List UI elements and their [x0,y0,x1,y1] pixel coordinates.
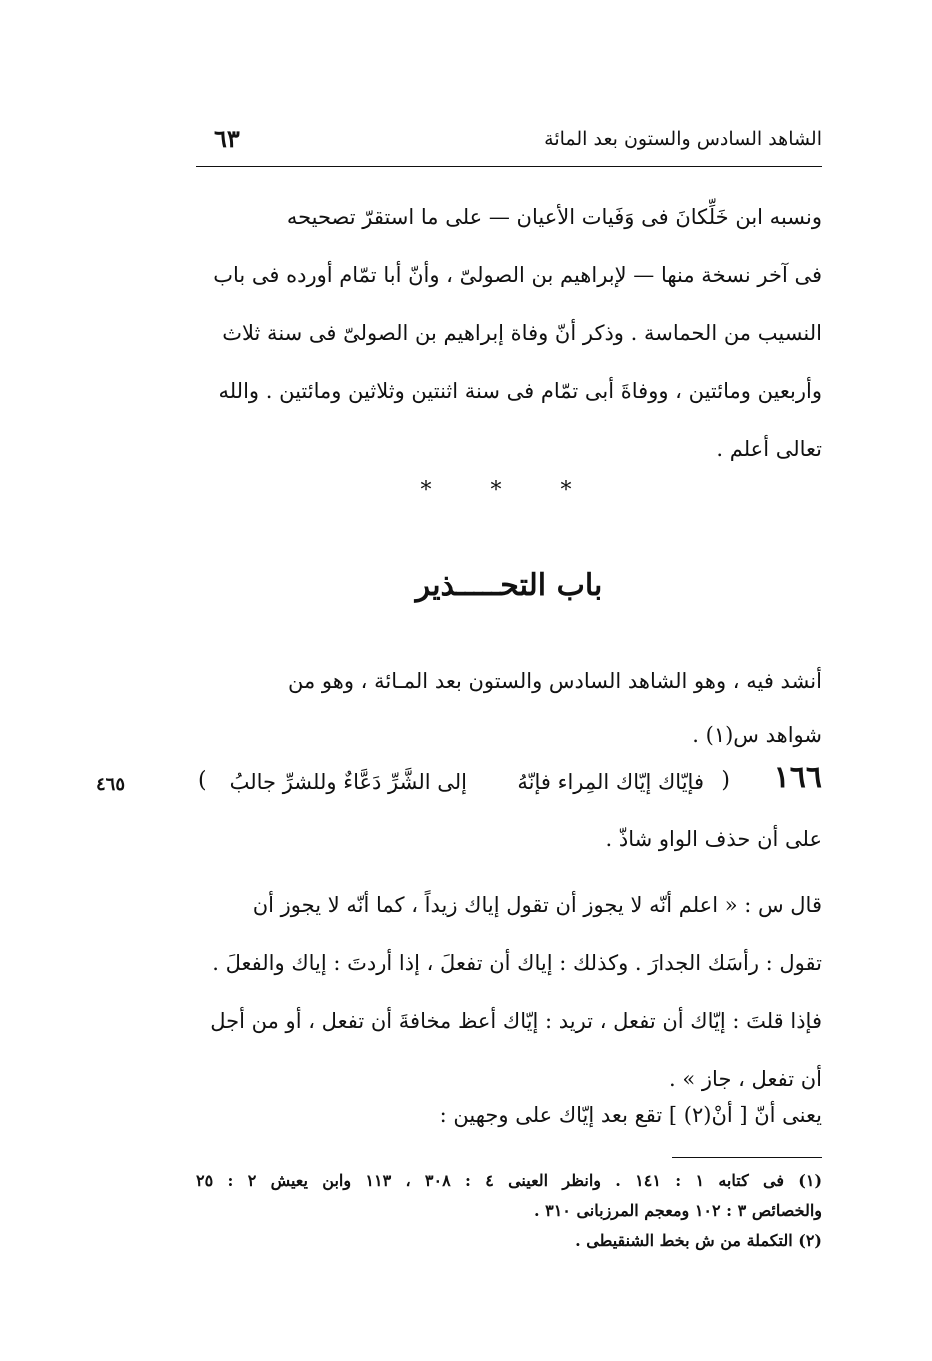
text-line: تعالى أعلم . [716,437,822,461]
text-line: قال س : « اعلم أنّه لا يجوز أن تقول إياك زيداً ، كما أنّه لا يجوز أن [252,893,822,917]
verse-number: ١٦٦ [773,760,822,795]
text-line: على أن حذف الواو شاذّ . [605,827,822,851]
section-title: باب التحـــــذير [415,568,603,603]
text-line: أن تفعل ، جاز » . [669,1067,822,1091]
quote-paragraph [196,876,822,1108]
header-rule [196,166,822,167]
section-intro [196,654,822,762]
text-line: وأربعين ومائتين ، ووفاةَ أبى تمّام فى سنة اثنتين وثلاثين ومائتين . والله [218,379,822,403]
verse-hemistich-first: فإيّاك إيّاك المِراء فإنّهُ [517,770,704,794]
text-line: تقول : رأسَك الجدارَ . وكذلك : إياك أن تفعلَ ، إذا أردتَ : إياك والفعلَ . [212,951,822,975]
verse-note [196,812,822,866]
text-line: النسيب من الحماسة . وذكر أنّ وفاة إبراهيم بن الصولىّ فى سنة ثلاث [222,321,822,345]
text-line: شواهد س(١) . [692,723,822,747]
footnote-line: والخصائص ٣ : ١٠٢ ومعجم المرزبانى ٣١٠ . [533,1201,822,1220]
verse-open-paren: ( [721,768,730,793]
margin-number: ٤٦٥ [96,774,126,795]
verse [196,758,822,808]
text-line: ونسبه ابن خَلِّكانَ فى وَفَيات الأعيان — على ما استقرّ تصحيحه [286,205,822,229]
running-head-title: الشاهد السادس والستون بعد المائة [544,128,822,150]
closing-line [196,1088,822,1142]
verse-hemistich-second: إلى الشَّرِّ دَعَّاءٌ وللشرِّ جالبُ [229,770,467,794]
text-line: فى آخر نسخة منها — لإبراهيم بن الصولىّ ، وأنّ أبا تمّام أورده فى باب [213,263,822,287]
running-head [196,124,822,164]
page-number: ٦٣ [214,124,240,153]
footnote-line: (٢) التكملة من ش بخط الشنقيطى . [575,1231,822,1250]
verse-close-paren: ) [198,768,207,793]
intro-paragraph [196,188,822,478]
footnote-rule [672,1157,822,1158]
footnotes [196,1166,822,1256]
footnote-line: (١) فى كتابه ١ : ١٤١ . وانظر العينى ٤ : ٣٠٨ ، ١١٣ وابن يعيش ٢ : ٢٥ [196,1171,822,1190]
section-separator: * * * [420,478,598,503]
text-line: يعنى أنّ [ أنْ(٢) ] تقع بعد إيّاك على وجهين : [439,1103,822,1127]
text-line: فإذا قلتَ : إيّاك أن تفعل ، تريد : إيّاك أعظ مخافةَ أن تفعل ، أو من أجل [210,1009,822,1033]
text-line: أنشد فيه ، وهو الشاهد السادس والستون بعد المـائة ، وهو من [288,669,822,693]
